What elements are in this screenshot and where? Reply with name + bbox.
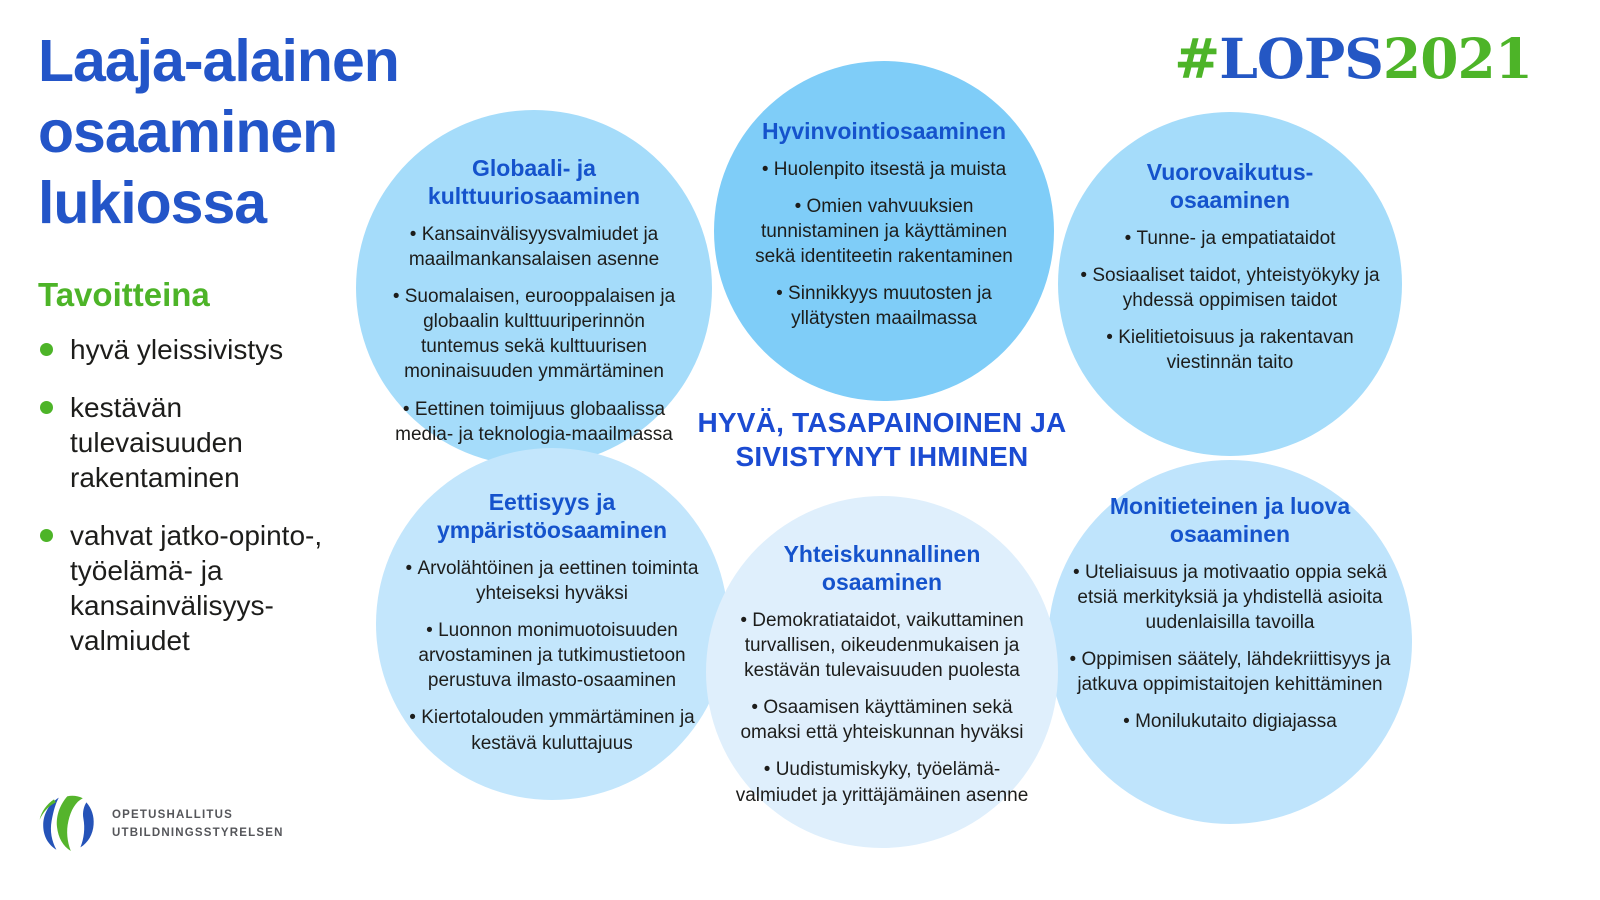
bubble-bullets — [1068, 560, 1392, 734]
bullet-point: • Monilukutaito digiajassa — [1068, 709, 1392, 734]
bullet-point: • Arvolähtöinen ja eettinen toiminta yhteiseksi hyväksi — [402, 556, 702, 606]
bullet-point: • Kansainvälisyysvalmiudet ja maailmankansalaisen asenne — [384, 222, 684, 272]
bubble-wellbeing — [714, 61, 1054, 401]
page-title: Laaja-alainen osaaminen lukiossa — [38, 28, 399, 236]
bullet-point: • Sinnikkyys muutosten ja yllätysten maailmassa — [742, 281, 1026, 331]
bubble-interaction — [1058, 112, 1402, 456]
bubble-global-culture — [356, 110, 712, 466]
opetushallitus-logo — [36, 794, 284, 854]
bubble-title: Eettisyys ja ympäristöosaaminen — [436, 489, 668, 544]
bullet-point: • Eettinen toimijuus globaalissa media- ja teknologia-maailmassa — [384, 397, 684, 447]
bubble-title: Monitieteinen ja luova osaaminen — [1109, 493, 1351, 548]
goal-item: kestävän tulevaisuuden rakentaminen — [38, 390, 350, 495]
bubble-title: Yhteiskunnallinen osaaminen — [783, 541, 981, 596]
bubble-title: Vuorovaikutus-osaaminen — [1146, 159, 1314, 214]
bullet-point: • Uudistumiskyky, työelämä-valmiudet ja yrittäjämäinen asenne — [724, 757, 1040, 807]
logo-text-sv: UTBILDNINGSSTYRELSEN — [112, 827, 284, 839]
goals-list — [38, 332, 350, 681]
bullet-point: • Osaamisen käyttäminen sekä omaksi että yhteiskunnan hyväksi — [724, 695, 1040, 745]
bubble-bullets — [402, 556, 702, 756]
lops2021-logo — [1174, 26, 1532, 91]
bullet-point: • Sosiaaliset taidot, yhteistyökyky ja yhdessä oppimisen taidot — [1074, 263, 1386, 313]
opetushallitus-globe-icon — [36, 794, 96, 854]
bullet-point: • Suomalaisen, eurooppalaisen ja globaalin kulttuuriperinnön tuntemus sekä kulttuurisen moninaisuuden ymmärtäminen — [384, 284, 684, 384]
bullet-point: • Tunne- ja empatiataidot — [1074, 226, 1386, 251]
bubble-ethics-environment — [376, 448, 728, 800]
bubble-title: Globaali- ja kulttuuriosaaminen — [427, 155, 641, 210]
bubble-multidisciplinary-creative — [1048, 460, 1412, 824]
bullet-point: • Demokratiataidot, vaikuttaminen turvallisen, oikeudenmukaisen ja kestävän tulevaisuuden puolesta — [724, 608, 1040, 683]
bullet-point: • Kiertotalouden ymmärtäminen ja kestävä kuluttajuus — [402, 705, 702, 755]
hashtag-hash-icon: # — [1174, 26, 1220, 91]
bullet-point: • Kielitietoisuus ja rakentavan viestinnän taito — [1074, 325, 1386, 375]
bullet-point: • Luonnon monimuotoisuuden arvostaminen ja tutkimustietoon perustuva ilmasto-osaaminen — [402, 618, 702, 693]
bubble-bullets — [742, 157, 1026, 331]
bubble-title: Hyvinvointiosaaminen — [761, 118, 1007, 144]
goal-item: vahvat jatko-opinto-, työelämä- ja kansainvälisyys-valmiudet — [38, 518, 350, 658]
bubble-bullets — [384, 222, 684, 447]
bullet-point: • Omien vahvuuksien tunnistaminen ja käyttäminen sekä identiteetin rakentaminen — [742, 194, 1026, 269]
hashtag-year: 2021 — [1382, 26, 1532, 91]
bullet-point: • Oppimisen säätely, lähdekriittisyys ja jatkuva oppimistaitojen kehittäminen — [1068, 647, 1392, 697]
bubble-bullets — [1074, 226, 1386, 375]
goals-heading: Tavoitteina — [38, 276, 210, 313]
goal-item: hyvä yleissivistys — [38, 332, 350, 367]
opetushallitus-logo-text — [112, 806, 284, 843]
hashtag-word: LOPS — [1219, 26, 1383, 91]
center-statement: HYVÄ, TASAPAINOINEN JA SIVISTYNYT IHMINEN — [697, 407, 1067, 473]
bubble-societal — [706, 496, 1058, 848]
bullet-point: • Uteliaisuus ja motivaatio oppia sekä etsiä merkityksiä ja yhdistellä asioita uudenlaisilla tavoilla — [1068, 560, 1392, 635]
bullet-point: • Huolenpito itsestä ja muista — [742, 157, 1026, 182]
bubble-bullets — [724, 608, 1040, 808]
logo-text-fi: OPETUSHALLITUS — [112, 808, 233, 821]
